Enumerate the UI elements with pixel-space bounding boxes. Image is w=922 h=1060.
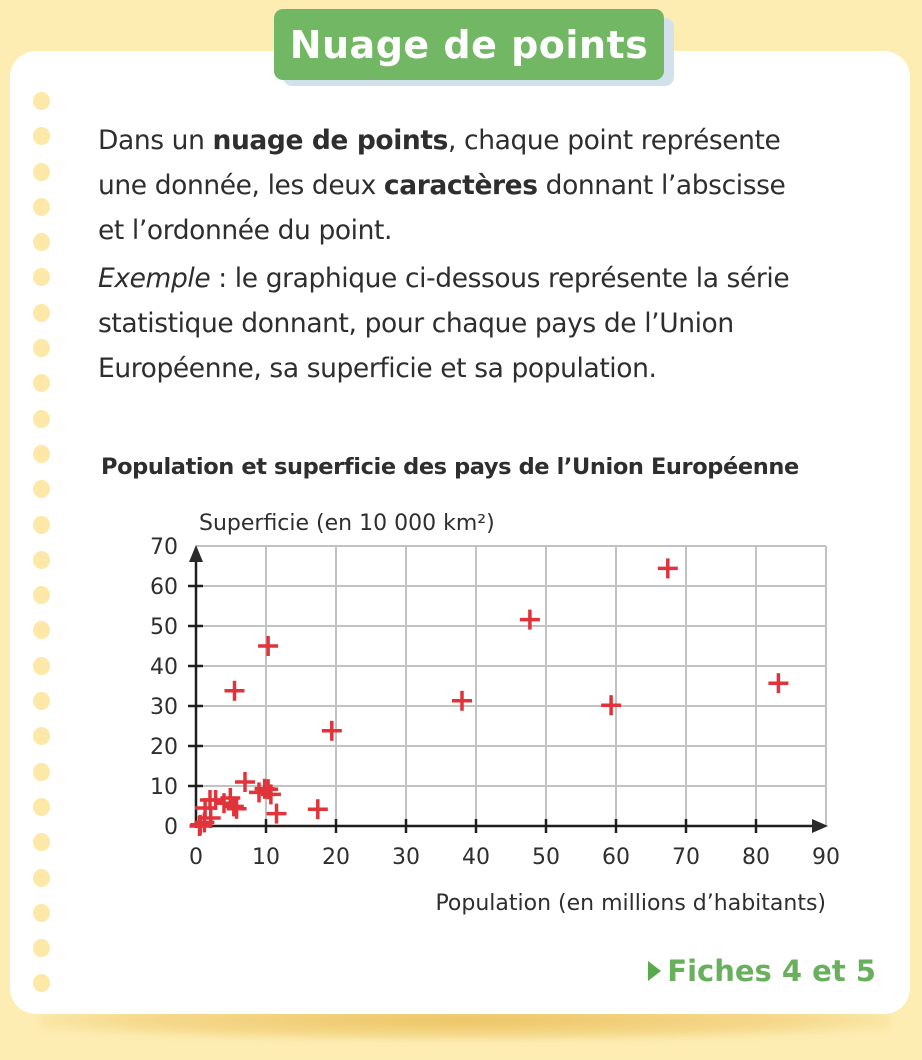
y-axis-arrow-icon <box>189 545 203 562</box>
data-point-plus-marker <box>452 691 472 711</box>
example-label: Exemple <box>98 263 211 294</box>
data-point-plus-marker <box>235 772 255 792</box>
x-tick-label: 10 <box>252 845 280 870</box>
data-point-plus-marker <box>308 799 328 819</box>
y-tick-label: 20 <box>150 735 178 760</box>
y-tick-label: 60 <box>150 575 178 600</box>
data-point-plus-marker <box>225 681 245 701</box>
x-tick-label: 50 <box>532 845 560 870</box>
definition-part: Dans un <box>98 125 213 156</box>
triangle-right-icon <box>648 961 661 981</box>
y-tick-label: 40 <box>150 655 178 680</box>
definition-part: , chaque point représente une donnée, les deux <box>98 125 781 201</box>
x-tick-label: 40 <box>462 845 490 870</box>
data-point-plus-marker <box>658 558 678 578</box>
data-point-plus-marker <box>601 695 621 715</box>
data-point-plus-marker <box>322 721 342 741</box>
x-tick-label: 30 <box>392 845 420 870</box>
x-tick-label: 90 <box>812 845 840 870</box>
x-tick-label: 20 <box>322 845 350 870</box>
y-tick-label: 0 <box>164 815 178 840</box>
data-point-plus-marker <box>267 804 287 824</box>
y-tick-label: 30 <box>150 695 178 720</box>
fiches-link[interactable] <box>648 954 876 988</box>
definition-part: donnant l’abscisse et l’ordonnée du point. <box>98 170 786 246</box>
term-nuage-de-points: nuage de points <box>212 125 448 156</box>
x-tick-label: 0 <box>189 845 203 870</box>
term-caracteres: caractères <box>383 170 538 201</box>
page-title: Nuage de points <box>289 22 649 67</box>
x-tick-label: 60 <box>602 845 630 870</box>
data-point-plus-marker <box>768 673 788 693</box>
chart-title: Population et superficie des pays de l’Union Européenne <box>101 454 799 480</box>
data-point-plus-marker <box>258 636 278 656</box>
y-axis-label: Superficie (en 10 000 km²) <box>199 511 495 536</box>
x-tick-label: 80 <box>742 845 770 870</box>
x-axis-label: Population (en millions d’habitants) <box>435 891 826 916</box>
fiches-link-label: Fiches 4 et 5 <box>667 954 876 988</box>
example-text: : le graphique ci-dessous représente la série statistique donnant, pour chaque pays de l’Union Européenne, sa superficie et sa population. <box>98 263 790 384</box>
y-tick-label: 50 <box>150 615 178 640</box>
y-tick-label: 10 <box>150 775 178 800</box>
x-tick-label: 70 <box>672 845 700 870</box>
y-tick-label: 70 <box>150 535 178 560</box>
